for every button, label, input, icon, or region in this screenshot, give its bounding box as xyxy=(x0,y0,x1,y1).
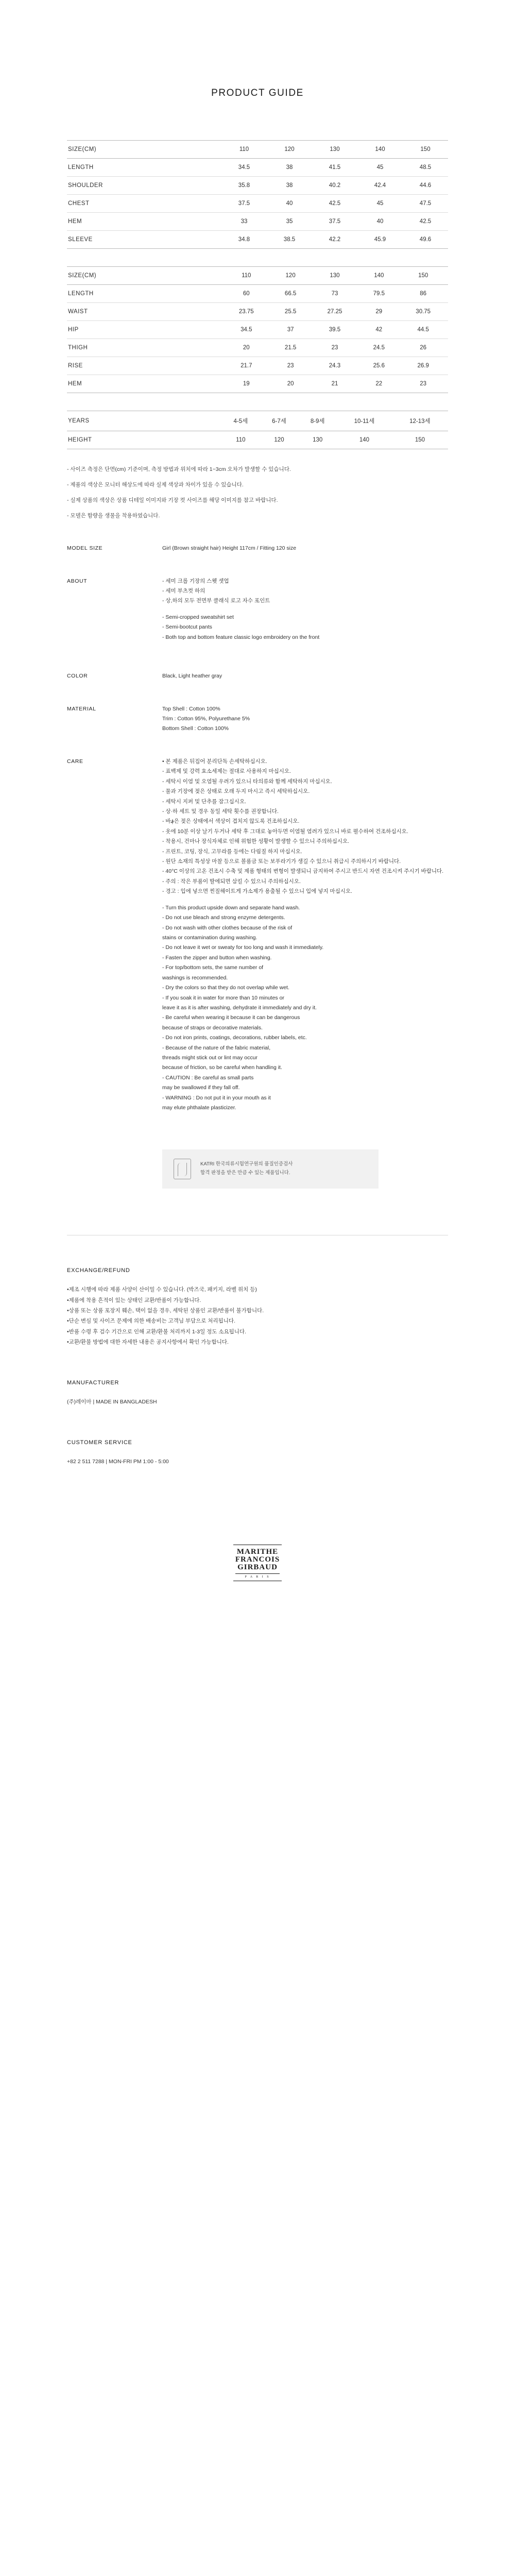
table-header-row xyxy=(67,411,448,431)
table-spacer xyxy=(67,249,448,266)
table-row xyxy=(67,177,448,195)
column-header: SIZE(CM) xyxy=(67,141,221,159)
customer-service-contact: +82 2 511 7288 | MON-FRI PM 1:00 - 5:00 xyxy=(67,1459,169,1465)
text-line: - 프린트, 코팅, 장식, 고무라를 등에는 다림질 하지 마십시오. xyxy=(162,848,302,855)
column-header: SIZE(CM) xyxy=(67,267,221,285)
exchange-refund-block xyxy=(67,1265,448,1348)
section-value xyxy=(162,577,448,649)
note-line: - 제품의 색상은 모니터 해상도에 따라 실제 색상과 차이가 있을 수 있습니다. xyxy=(67,481,244,488)
column-header: 130 xyxy=(312,141,357,159)
row-label: HEM xyxy=(67,213,221,231)
cell: 24.5 xyxy=(359,339,398,357)
section-material xyxy=(67,704,448,734)
cell: 23 xyxy=(271,357,310,375)
content-container xyxy=(67,0,448,1643)
section-about xyxy=(67,577,448,649)
size-table-bottom xyxy=(67,266,448,393)
row-label: SLEEVE xyxy=(67,231,221,249)
text-line: - Be careful when wearing it because it can be dangerous xyxy=(162,1014,300,1021)
text-line: - If you soak it in water for more than 10 minutes or xyxy=(162,994,284,1001)
column-header: 6-7세 xyxy=(260,411,299,431)
cell: 20 xyxy=(271,375,310,393)
section-color xyxy=(67,671,448,681)
table-spacer xyxy=(67,393,448,411)
cell: 33 xyxy=(221,213,267,231)
cell: 79.5 xyxy=(359,285,398,303)
cell: 21.7 xyxy=(221,357,271,375)
text-line: - Because of the nature of the fabric material, xyxy=(162,1044,271,1051)
column-header: 140 xyxy=(357,141,403,159)
text-line: - 상,하의 모두 전면부 클래식 로고 자수 포인트 xyxy=(162,598,270,604)
text-line: - 주의 : 작은 부품이 딸에되면 삼킬 수 있으니 주의하십시오. xyxy=(162,878,301,885)
text-line: - Do not use bleach and strong enzyme detergents. xyxy=(162,914,285,921)
cell: 130 xyxy=(298,431,337,449)
text-line: - 40°C 이상의 고온 건조시 수축 및 제품 형태의 변형이 발생되니 금지하여 주시고 반드시 자연 건조시켜 주시기 바랍니다. xyxy=(162,868,444,875)
text-line: - 바؋은 젖은 상태에서 색상이 겹치지 않도록 건조하십시오. xyxy=(162,818,300,825)
cell: 30.75 xyxy=(398,303,448,321)
text-line: - Do not leave it wet or sweaty for too long and wash it immediately. xyxy=(162,944,324,951)
column-header: 120 xyxy=(271,267,310,285)
column-header: YEARS xyxy=(67,411,221,431)
text-line: •단순 변심 및 사이즈 문제에 의한 배송비는 고객님 부담으로 처리됩니다. xyxy=(67,1318,235,1325)
cell: 38.5 xyxy=(267,231,312,249)
table-row xyxy=(67,159,448,177)
text-line: - Both top and bottom feature classic logo embroidery on the front xyxy=(162,634,320,640)
note-line: - 실제 상품의 색상은 상품 디테일 이미지와 기장 컷 사이즈를 해당 이미지를 참고 바랍니다. xyxy=(67,497,278,503)
section-value xyxy=(162,704,448,734)
text-line: stains or contamination during washing. xyxy=(162,935,258,941)
table-header-row xyxy=(67,267,448,285)
care-korean xyxy=(162,757,448,897)
column-header: 4-5세 xyxy=(221,411,260,431)
cell: 60 xyxy=(221,285,271,303)
note-line: - 사이즈 측정은 단면(cm) 기준이며, 측정 방법과 위치에 따라 1~3cm 오차가 발생할 수 있습니다. xyxy=(67,466,291,472)
note-line: - 모델은 함량을 생물을 착용하였습니다. xyxy=(67,512,160,519)
text-line: •교환/환불 방법에 대한 자세한 내용은 공지사항에서 확인 가능합니다. xyxy=(67,1339,229,1346)
text-line: - 세탁시 지퍼 및 단추를 잠그십시오. xyxy=(162,798,247,805)
text-line: Girl (Brown straight hair) Height 117cm / Fitting 120 size xyxy=(162,545,297,552)
cell: 20 xyxy=(221,339,271,357)
care-english xyxy=(162,903,448,1113)
cell: 21 xyxy=(310,375,360,393)
text-line: - 착용시, 건마나 장식자체로 인해 위험한 성황이 발생할 수 있으니 주의하십시오. xyxy=(162,838,350,845)
row-label: THIGH xyxy=(67,339,221,357)
cell: 37 xyxy=(271,321,310,339)
table-row xyxy=(67,375,448,393)
text-line: •제조 시행에 따라 제품 사양이 산이밀 수 있습니다. (박즈국, 패키지, 라벨 위치 등) xyxy=(67,1286,257,1293)
table-header-row xyxy=(67,141,448,159)
column-header: 150 xyxy=(403,141,448,159)
row-label: HEIGHT xyxy=(67,431,221,449)
text-line: - Dry the colors so that they do not overlap while wet. xyxy=(162,985,289,991)
text-line: leave it as it is after washing, dehydrate it immediately and dry it. xyxy=(162,1004,317,1011)
text-line: because of friction, so be careful when handling it. xyxy=(162,1064,282,1071)
brand-logo-area xyxy=(67,1545,448,1643)
text-line: washings is recommended. xyxy=(162,974,228,981)
text-line: •상품 또는 상품 포장지 훼손, 택이 없을 경우, 세탁된 상품인 교환/반품이 불가합니다. xyxy=(67,1307,264,1314)
cell: 42.5 xyxy=(403,213,448,231)
text-line: - 옷에 10분 이상 날기 두거나 세탁 후 그대로 놓아두면 이염될 염려가 있으니 바로 펼수하여 건조하십시오. xyxy=(162,828,408,835)
cell: 73 xyxy=(310,285,360,303)
text-line: - WARNING : Do not put it in your mouth as it xyxy=(162,1094,271,1101)
cell: 35.8 xyxy=(221,177,267,195)
text-line: - 세탁시 이염 및 오염될 우려가 있으니 타의류와 함께 세탁하지 마십시오. xyxy=(162,778,332,785)
text-line: (주)레이마 | MADE IN BANGLADESH xyxy=(67,1399,157,1405)
cell: 40.2 xyxy=(312,177,357,195)
cell: 86 xyxy=(398,285,448,303)
text-line: Bottom Shell : Cotton 100% xyxy=(162,725,229,732)
cell: 21.5 xyxy=(271,339,310,357)
text-line: KATRI 한국의류시험연구원의 품질인증검사 xyxy=(200,1161,293,1167)
table-row xyxy=(67,285,448,303)
katri-logo-icon xyxy=(174,1159,191,1179)
cell: 26.9 xyxy=(398,357,448,375)
row-label: LENGTH xyxy=(67,159,221,177)
katri-certification-box xyxy=(162,1149,379,1189)
table-row xyxy=(67,231,448,249)
cell: 38 xyxy=(267,159,312,177)
cell: 29 xyxy=(359,303,398,321)
cell: 37.5 xyxy=(312,213,357,231)
cell: 39.5 xyxy=(310,321,360,339)
table-row xyxy=(67,357,448,375)
row-label: WAIST xyxy=(67,303,221,321)
text-line: - Turn this product upside down and separate hand wash. xyxy=(162,904,300,911)
section-value xyxy=(162,544,448,553)
manufacturer-block xyxy=(67,1378,448,1408)
column-header: 10-11세 xyxy=(337,411,392,431)
logo-line-3: GIRBAUD xyxy=(237,1563,278,1572)
cell: 27.25 xyxy=(310,303,360,321)
text-line: - Do not wash with other clothes because of the risk of xyxy=(162,924,293,931)
cell: 45 xyxy=(357,159,403,177)
text-line: Black, Light heather gray xyxy=(162,673,222,680)
section-label: ABOUT xyxy=(67,578,88,584)
logo-line-2: FRANCOIS xyxy=(235,1555,280,1564)
section-value xyxy=(162,671,448,681)
cell: 34.5 xyxy=(221,321,271,339)
cell: 34.5 xyxy=(221,159,267,177)
section-label: MATERIAL xyxy=(67,705,96,712)
text-line: - 상·하 세트 및 경우 동일 세탁 횟수를 권장합니다. xyxy=(162,808,279,815)
customer-service-block xyxy=(67,1437,448,1467)
text-line: may be swallowed if they fall off. xyxy=(162,1084,240,1091)
cell: 44.5 xyxy=(398,321,448,339)
measurement-notes xyxy=(67,465,448,521)
cell: 42 xyxy=(359,321,398,339)
text-line: • 본 제품은 뒤집어 분리단독 손세탁하십시오. xyxy=(162,758,267,765)
text-line: - 물과 기장에 젖은 상태로 오래 두지 마시고 즉시 세탁하십시오. xyxy=(162,788,310,795)
row-label: SHOULDER xyxy=(67,177,221,195)
cell: 42.2 xyxy=(312,231,357,249)
row-label: HIP xyxy=(67,321,221,339)
text-line: - For top/bottom sets, the same number of xyxy=(162,964,264,971)
brand-logo xyxy=(233,1545,282,1581)
table-row xyxy=(67,195,448,213)
text-line: may elute phthalate plasticizer. xyxy=(162,1105,236,1111)
row-label: RISE xyxy=(67,357,221,375)
column-header: 110 xyxy=(221,141,267,159)
cell: 42.5 xyxy=(312,195,357,213)
cell: 34.8 xyxy=(221,231,267,249)
row-label: CHEST xyxy=(67,195,221,213)
cell: 22 xyxy=(359,375,398,393)
cell: 35 xyxy=(267,213,312,231)
text-line: - Fasten the zipper and button when washing. xyxy=(162,954,272,961)
cell: 37.5 xyxy=(221,195,267,213)
table-row xyxy=(67,321,448,339)
size-table-top xyxy=(67,140,448,249)
about-korean xyxy=(162,577,448,606)
table-row xyxy=(67,303,448,321)
text-line: Trim : Cotton 95%, Polyurethane 5% xyxy=(162,715,250,722)
exchange-refund-heading: EXCHANGE/REFUND xyxy=(67,1267,130,1274)
text-line: - 원단 소재의 특성상 마찰 등으로 볼품금 또는 보푸라기가 생길 수 있으니 취급시 주의하시기 바랍니다. xyxy=(162,858,401,865)
cell: 49.6 xyxy=(403,231,448,249)
cell: 26 xyxy=(398,339,448,357)
cell: 24.3 xyxy=(310,357,360,375)
column-header: 130 xyxy=(310,267,360,285)
text-line: - 경고 : 입에 넣으면 찐질해이트게 가소제가 용출될 수 있으니 입에 넣지 마십시오. xyxy=(162,888,352,895)
manufacturer-heading: MANUFACTURER xyxy=(67,1379,119,1386)
table-row xyxy=(67,339,448,357)
logo-line-1: MARITHE xyxy=(236,1547,279,1556)
cell: 120 xyxy=(260,431,299,449)
cell: 40 xyxy=(267,195,312,213)
text-line: - Semi-cropped sweatshirt set xyxy=(162,614,234,620)
cell: 42.4 xyxy=(357,177,403,195)
row-label: LENGTH xyxy=(67,285,221,303)
text-line: - 세미 부츠컷 하의 xyxy=(162,588,205,595)
page-title: PRODUCT GUIDE xyxy=(211,88,304,98)
table-row xyxy=(67,431,448,449)
column-header: 120 xyxy=(267,141,312,159)
cell: 150 xyxy=(392,431,448,449)
column-header: 110 xyxy=(221,267,271,285)
text-line: - Semi-bootcut pants xyxy=(162,624,212,631)
text-line: - 세미 크롭 기장의 스웻 셋업 xyxy=(162,578,229,584)
text-line: because of straps or decorative materials. xyxy=(162,1024,263,1031)
about-english xyxy=(162,613,448,642)
cell: 23 xyxy=(398,375,448,393)
text-line: •반품 수령 후 검수 기간으로 인해 교환/환불 처리까지 1-3일 정도 소요됩니다. xyxy=(67,1328,247,1335)
table-row xyxy=(67,213,448,231)
cell: 25.6 xyxy=(359,357,398,375)
section-label: COLOR xyxy=(67,673,88,680)
customer-service-heading: CUSTOMER SERVICE xyxy=(67,1439,132,1446)
section-label: CARE xyxy=(67,758,83,765)
cell: 140 xyxy=(337,431,392,449)
cell: 40 xyxy=(357,213,403,231)
text-line: Top Shell : Cotton 100% xyxy=(162,705,220,712)
column-header: 150 xyxy=(398,267,448,285)
text-line: threads might stick out or lint may occur xyxy=(162,1055,258,1061)
text-line: - Do not iron prints, coatings, decorations, rubber labels, etc. xyxy=(162,1035,307,1041)
text-line: - CAUTION : Be careful as small parts xyxy=(162,1074,254,1081)
column-header: 140 xyxy=(359,267,398,285)
cell: 48.5 xyxy=(403,159,448,177)
cell: 23.75 xyxy=(221,303,271,321)
text-line: •제품에 착용 흔적이 있는 상태인 교환/반품이 가능합니다. xyxy=(67,1297,201,1303)
cell: 47.5 xyxy=(403,195,448,213)
row-label: HEM xyxy=(67,375,221,393)
cell: 38 xyxy=(267,177,312,195)
cell: 19 xyxy=(221,375,271,393)
cell: 23 xyxy=(310,339,360,357)
cell: 25.5 xyxy=(271,303,310,321)
katri-text xyxy=(200,1160,293,1177)
cell: 45.9 xyxy=(357,231,403,249)
section-model-size xyxy=(67,544,448,553)
logo-paris: P A R I S xyxy=(235,1573,280,1579)
column-header: 12-13세 xyxy=(392,411,448,431)
text-line: - 표백제 및 강력 효소세제는 절대로 사용하지 마십시오. xyxy=(162,768,291,775)
section-value xyxy=(162,757,448,1120)
text-line: 합격 판정을 받은 만큼 수 있는 제품입니다. xyxy=(200,1170,290,1176)
cell: 110 xyxy=(221,431,260,449)
cell: 66.5 xyxy=(271,285,310,303)
cell: 41.5 xyxy=(312,159,357,177)
age-height-table xyxy=(67,411,448,449)
cell: 45 xyxy=(357,195,403,213)
section-label: MODEL SIZE xyxy=(67,545,103,552)
section-care xyxy=(67,757,448,1120)
column-header: 8-9세 xyxy=(298,411,337,431)
cell: 44.6 xyxy=(403,177,448,195)
